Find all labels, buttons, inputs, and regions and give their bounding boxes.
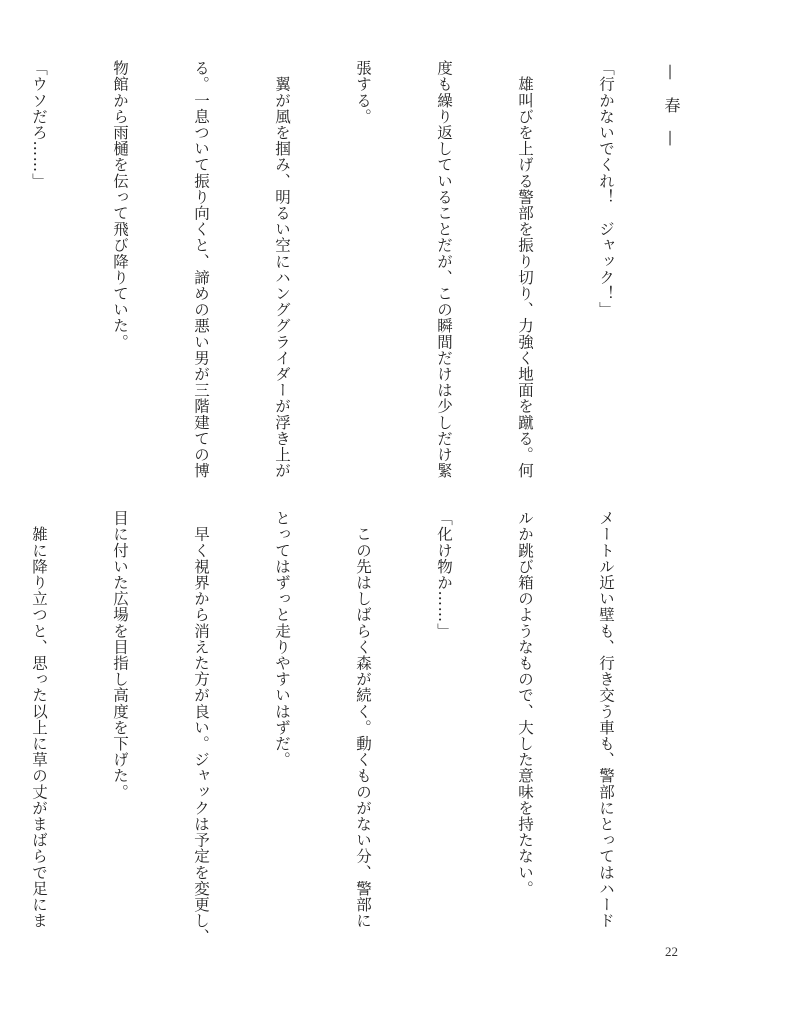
text-line: 張する。	[354, 60, 372, 125]
page-number: 22	[665, 944, 678, 959]
lower-text-block	[30, 510, 673, 950]
text-line: 「ウソだろ……」	[30, 60, 48, 189]
upper-text-block	[30, 60, 673, 490]
text-line: 早く視界から消えた方が良い。ジャックは予定を変更し、	[192, 510, 210, 945]
text-line: メートル近い壁も、行き交う車も、警部にとってはハード	[597, 510, 615, 929]
text-line: 雄叫びを上げる警部を振り切り、力強く地面を蹴る。何	[516, 60, 534, 479]
text-line: 「行かないでくれ！ ジャック！」	[597, 60, 615, 318]
text-line: 雑に降り立つと、思った以上に草の丈がまばらで足にま	[30, 510, 48, 929]
text-line: る。一息ついて振り向くと、諦めの悪い男が三階建ての博	[192, 60, 210, 479]
chapter-title: — 春 —	[662, 64, 681, 153]
text-line: 度も繰り返していることだが、この瞬間だけは少しだけ緊	[435, 60, 453, 479]
text-line: ルか跳び箱のようなもので、大した意味を持たない。	[516, 510, 534, 897]
text-line: この先はしばらく森が続く。動くものがない分、警部に	[354, 510, 372, 929]
text-line: 物館から雨樋を伝って飛び降りていた。	[111, 60, 129, 350]
text-line: 翼が風を掴み、明るい空にハンググライダーが浮き上が	[273, 60, 291, 479]
text-line: とってはずっと走りやすいはずだ。	[273, 510, 291, 768]
text-line: 目に付いた広場を目指し高度を下げた。	[111, 510, 129, 800]
text-line: 「化け物か……」	[435, 510, 453, 639]
